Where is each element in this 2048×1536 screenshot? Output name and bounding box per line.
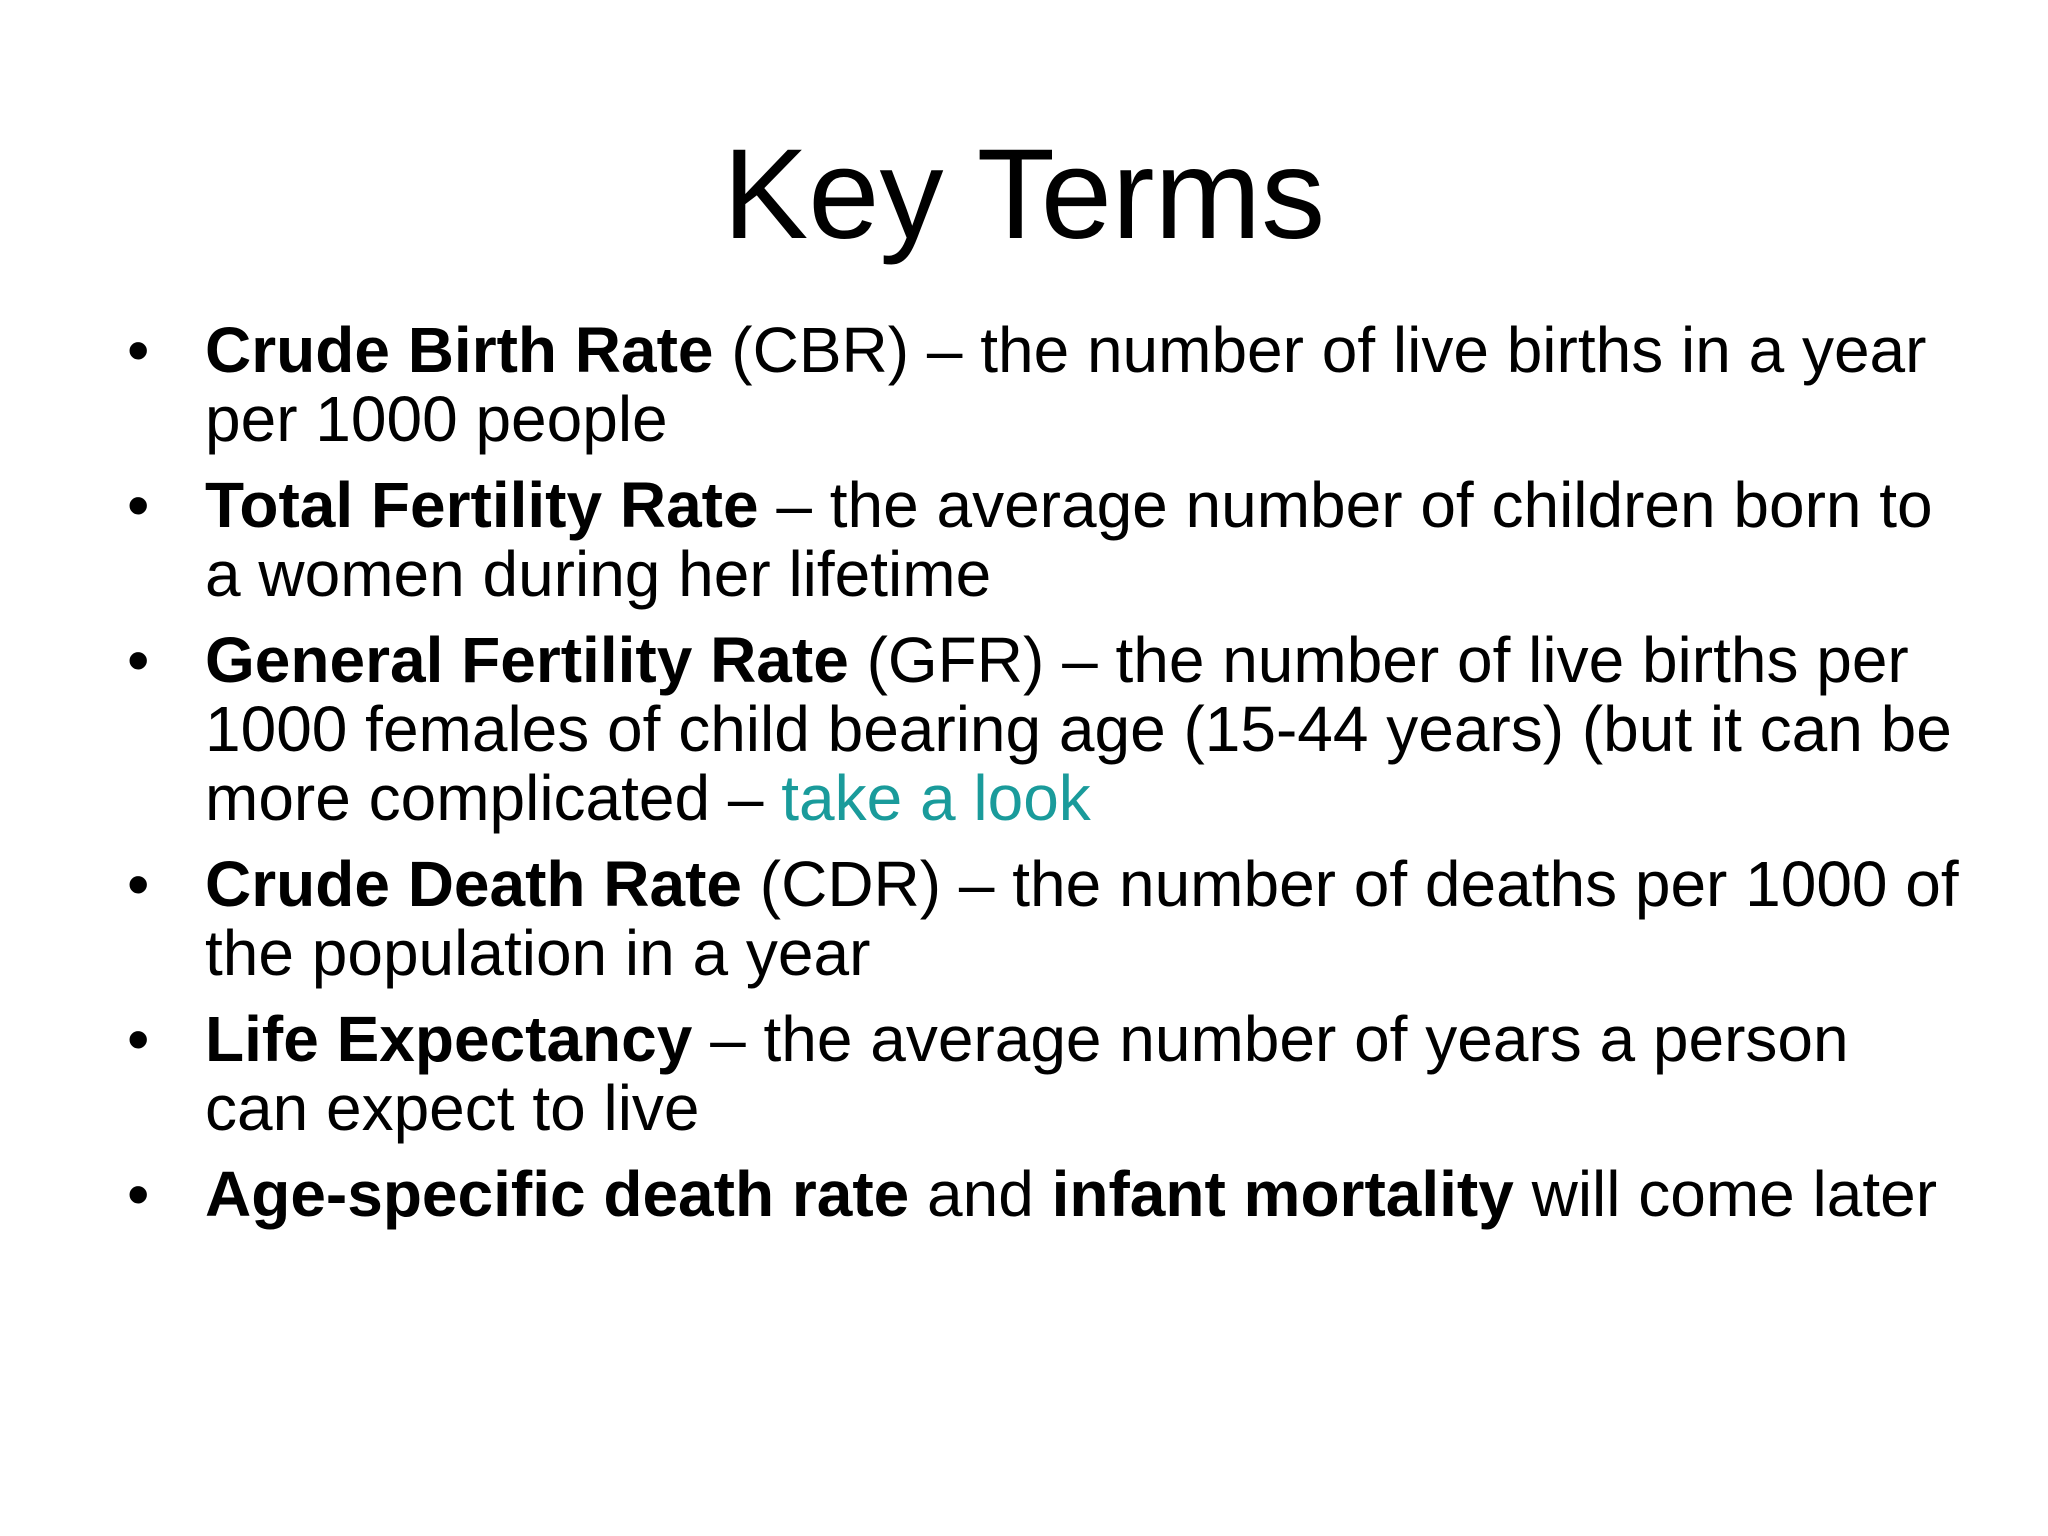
definition-life-expectancy: – the average number of years a person can expect to live xyxy=(205,1003,1849,1144)
term-age-specific-death-rate: Age-specific death rate xyxy=(205,1158,910,1230)
key-terms-list xyxy=(127,314,1965,1246)
list-item-crude-birth-rate xyxy=(127,314,1965,455)
connector-text: and xyxy=(909,1158,1052,1230)
term-life-expectancy: Life Expectancy xyxy=(205,1003,693,1075)
list-item-general-fertility-rate xyxy=(127,624,1965,834)
definition-general-fertility-rate: (GFR) – the number of live births per 1000 females of child bearing age (15-44 years) (but it can be more complicated – xyxy=(205,624,1952,834)
bullet-icon: • xyxy=(127,1003,150,1075)
definition-will-come-later: will come later xyxy=(1513,1158,1938,1230)
slide-title: Key Terms xyxy=(722,123,1326,266)
take-a-look-link[interactable]: take a look xyxy=(781,762,1091,834)
list-item-crude-death-rate xyxy=(127,848,1965,989)
bullet-icon: • xyxy=(127,469,150,541)
list-item-age-specific-death-rate xyxy=(127,1158,1965,1230)
bullet-icon: • xyxy=(127,314,150,386)
definition-total-fertility-rate: – the average number of children born to a women during her lifetime xyxy=(205,469,1933,610)
bullet-icon: • xyxy=(127,848,150,920)
term-crude-birth-rate: Crude Birth Rate xyxy=(205,314,714,386)
definition-crude-birth-rate: (CBR) – the number of live births in a year per 1000 people xyxy=(205,314,1927,455)
term-general-fertility-rate: General Fertility Rate xyxy=(205,624,849,696)
bullet-icon: • xyxy=(127,1158,150,1230)
term-infant-mortality: infant mortality xyxy=(1051,1158,1514,1230)
bullet-icon: • xyxy=(127,624,150,696)
term-crude-death-rate: Crude Death Rate xyxy=(205,848,742,920)
list-item-total-fertility-rate xyxy=(127,469,1965,610)
list-item-life-expectancy xyxy=(127,1003,1965,1144)
definition-crude-death-rate: (CDR) – the number of deaths per 1000 of the population in a year xyxy=(205,848,1959,989)
term-total-fertility-rate: Total Fertility Rate xyxy=(205,469,759,541)
